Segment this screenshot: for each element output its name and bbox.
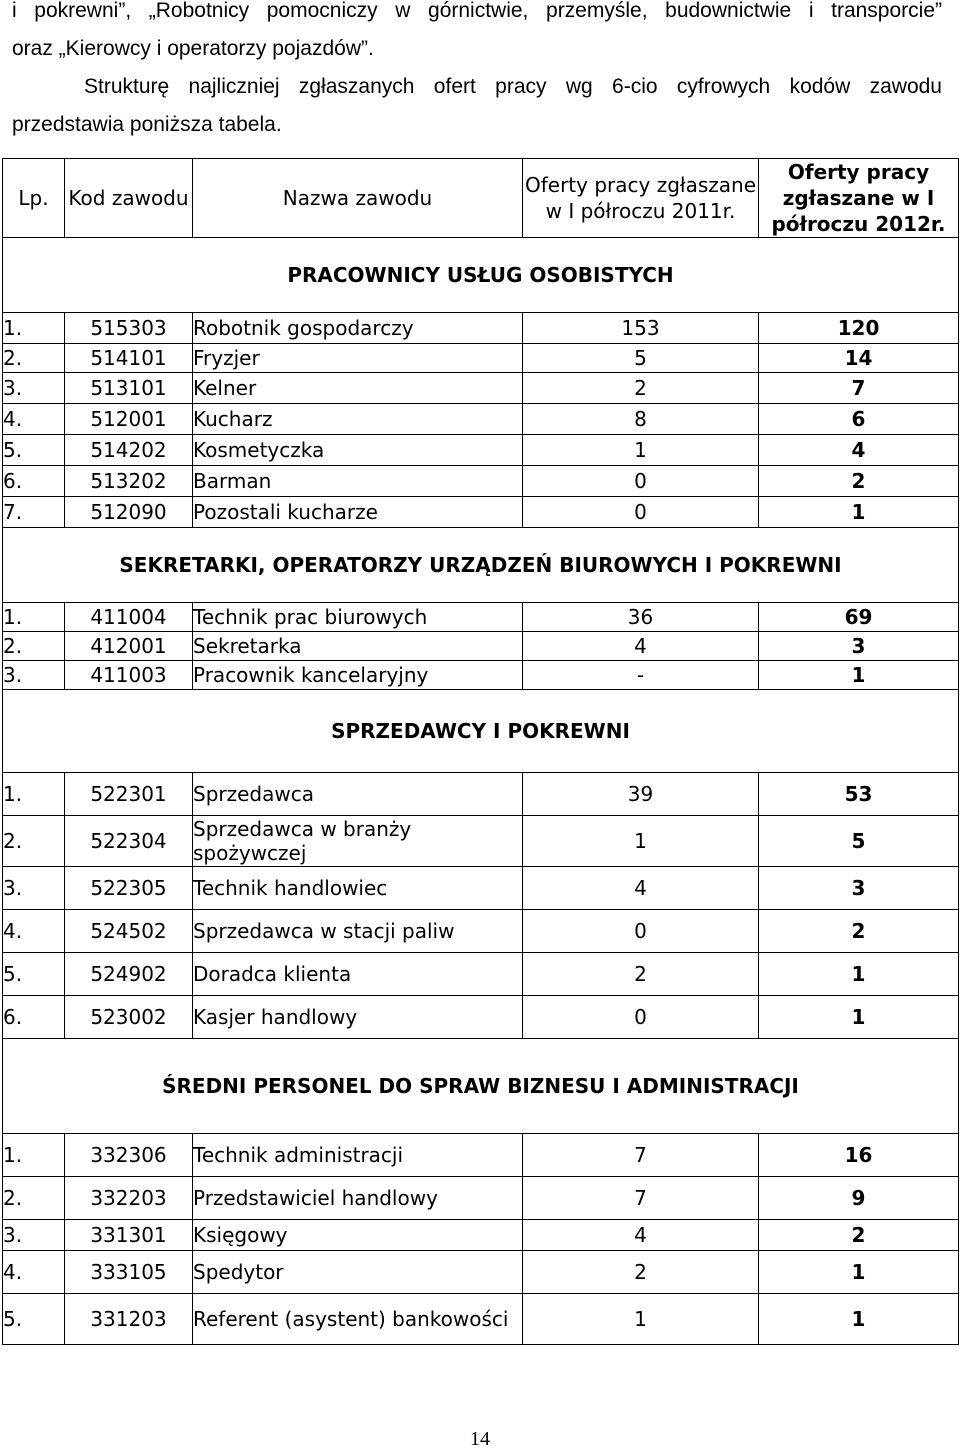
offers-table	[2, 158, 959, 1345]
section-title-row	[3, 690, 959, 773]
header-lp: Lp.	[3, 159, 65, 238]
cell-2011: 0	[523, 996, 759, 1039]
cell-2011: 1	[523, 1294, 759, 1345]
table-row	[3, 867, 959, 910]
cell-kod: 512001	[65, 404, 193, 435]
cell-lp: 2.	[3, 816, 65, 867]
table-row	[3, 1294, 959, 1345]
cell-2011: 39	[523, 773, 759, 816]
cell-kod: 524902	[65, 953, 193, 996]
cell-nazwa: Barman	[193, 466, 523, 497]
cell-kod: 522301	[65, 773, 193, 816]
cell-nazwa: Księgowy	[193, 1220, 523, 1251]
cell-2012: 16	[759, 1134, 959, 1177]
cell-kod: 515303	[65, 313, 193, 344]
cell-nazwa: Technik handlowiec	[193, 867, 523, 910]
intro-line: oraz „Kierowcy i operatorzy pojazdów”.	[12, 37, 374, 60]
cell-kod: 522305	[65, 867, 193, 910]
cell-lp: 6.	[3, 996, 65, 1039]
cell-kod: 514202	[65, 435, 193, 466]
cell-lp: 3.	[3, 661, 65, 690]
cell-2012: 1	[759, 661, 959, 690]
cell-2011: 8	[523, 404, 759, 435]
cell-lp: 1.	[3, 1134, 65, 1177]
cell-lp: 6.	[3, 466, 65, 497]
section-title: PRACOWNICY USŁUG OSOBISTYCH	[3, 238, 959, 313]
cell-lp: 5.	[3, 435, 65, 466]
cell-kod: 514101	[65, 344, 193, 373]
cell-kod: 513101	[65, 373, 193, 404]
section-title: SEKRETARKI, OPERATORZY URZĄDZEŃ BIUROWYCH I POKREWNI	[3, 528, 959, 603]
cell-kod: 513202	[65, 466, 193, 497]
cell-2011: 5	[523, 344, 759, 373]
cell-nazwa: Sprzedawca w stacji paliw	[193, 910, 523, 953]
table-row	[3, 313, 959, 344]
cell-2012: 3	[759, 867, 959, 910]
page-number: 14	[470, 1428, 490, 1450]
section-title-row	[3, 1039, 959, 1134]
cell-kod: 332306	[65, 1134, 193, 1177]
cell-2011: 2	[523, 373, 759, 404]
cell-2012: 4	[759, 435, 959, 466]
cell-nazwa: Pozostali kucharze	[193, 497, 523, 528]
header-oferty-2012: Oferty pracy zgłaszane w I półroczu 2012r.	[759, 159, 959, 238]
table-row	[3, 1251, 959, 1294]
cell-2011: 1	[523, 435, 759, 466]
section-title-row	[3, 238, 959, 313]
cell-kod: 411004	[65, 603, 193, 632]
cell-nazwa: Sprzedawca	[193, 773, 523, 816]
cell-nazwa: Kelner	[193, 373, 523, 404]
cell-2011: 0	[523, 466, 759, 497]
cell-kod: 522304	[65, 816, 193, 867]
cell-2011: 7	[523, 1134, 759, 1177]
cell-nazwa: Fryzjer	[193, 344, 523, 373]
cell-lp: 3.	[3, 867, 65, 910]
table-row	[3, 632, 959, 661]
table-row	[3, 373, 959, 404]
cell-2012: 120	[759, 313, 959, 344]
cell-kod: 411003	[65, 661, 193, 690]
cell-2012: 3	[759, 632, 959, 661]
cell-nazwa: Sekretarka	[193, 632, 523, 661]
cell-2011: 2	[523, 953, 759, 996]
cell-2012: 5	[759, 816, 959, 867]
table-row	[3, 344, 959, 373]
cell-lp: 1.	[3, 773, 65, 816]
header-row	[3, 159, 959, 238]
table-row	[3, 953, 959, 996]
cell-kod: 333105	[65, 1251, 193, 1294]
table-row	[3, 1177, 959, 1220]
table-row	[3, 816, 959, 867]
table-row	[3, 1134, 959, 1177]
cell-nazwa: Przedstawiciel handlowy	[193, 1177, 523, 1220]
intro-line: przedstawia poniższa tabela.	[12, 113, 282, 136]
cell-2012: 2	[759, 466, 959, 497]
cell-kod: 331203	[65, 1294, 193, 1345]
cell-2012: 1	[759, 953, 959, 996]
cell-2011: -	[523, 661, 759, 690]
intro-line: i pokrewni”, „Robotnicy pomocniczy w górnictwie, przemyśle, budownictwie i transporcie”	[12, 0, 942, 22]
table-row	[3, 910, 959, 953]
cell-2012: 1	[759, 1251, 959, 1294]
cell-kod: 332203	[65, 1177, 193, 1220]
cell-lp: 1.	[3, 313, 65, 344]
cell-lp: 4.	[3, 1251, 65, 1294]
cell-2011: 0	[523, 497, 759, 528]
cell-nazwa: Spedytor	[193, 1251, 523, 1294]
cell-2012: 14	[759, 344, 959, 373]
cell-2012: 9	[759, 1177, 959, 1220]
table-row	[3, 435, 959, 466]
cell-lp: 5.	[3, 1294, 65, 1345]
cell-2012: 1	[759, 497, 959, 528]
cell-2011: 2	[523, 1251, 759, 1294]
cell-nazwa: Technik prac biurowych	[193, 603, 523, 632]
cell-lp: 3.	[3, 373, 65, 404]
cell-nazwa: Kucharz	[193, 404, 523, 435]
cell-kod: 523002	[65, 996, 193, 1039]
cell-nazwa: Pracownik kancelaryjny	[193, 661, 523, 690]
cell-kod: 524502	[65, 910, 193, 953]
cell-2012: 53	[759, 773, 959, 816]
cell-2012: 2	[759, 1220, 959, 1251]
cell-lp: 2.	[3, 632, 65, 661]
cell-2012: 7	[759, 373, 959, 404]
cell-lp: 7.	[3, 497, 65, 528]
table-row	[3, 466, 959, 497]
table-row	[3, 661, 959, 690]
section-title: ŚREDNI PERSONEL DO SPRAW BIZNESU I ADMINISTRACJI	[3, 1039, 959, 1134]
cell-2012: 1	[759, 1294, 959, 1345]
header-oferty-2011: Oferty pracy zgłaszane w I półroczu 2011r.	[523, 159, 759, 238]
cell-lp: 5.	[3, 953, 65, 996]
cell-2011: 4	[523, 1220, 759, 1251]
table-row	[3, 603, 959, 632]
cell-nazwa: Referent (asystent) bankowości	[193, 1294, 523, 1345]
table-row	[3, 996, 959, 1039]
section-title-row	[3, 528, 959, 603]
cell-nazwa: Kosmetyczka	[193, 435, 523, 466]
cell-2011: 36	[523, 603, 759, 632]
cell-2011: 0	[523, 910, 759, 953]
section-title: SPRZEDAWCY I POKREWNI	[3, 690, 959, 773]
cell-2011: 4	[523, 867, 759, 910]
header-kod: Kod zawodu	[65, 159, 193, 238]
cell-2012: 1	[759, 996, 959, 1039]
cell-2011: 1	[523, 816, 759, 867]
cell-nazwa: Doradca klienta	[193, 953, 523, 996]
cell-2012: 2	[759, 910, 959, 953]
cell-nazwa: Robotnik gospodarczy	[193, 313, 523, 344]
intro-text	[12, 0, 942, 144]
cell-2012: 69	[759, 603, 959, 632]
cell-kod: 512090	[65, 497, 193, 528]
cell-2011: 4	[523, 632, 759, 661]
header-nazwa: Nazwa zawodu	[193, 159, 523, 238]
cell-2011: 7	[523, 1177, 759, 1220]
cell-lp: 4.	[3, 910, 65, 953]
table-row	[3, 497, 959, 528]
cell-lp: 4.	[3, 404, 65, 435]
cell-kod: 331301	[65, 1220, 193, 1251]
table-row	[3, 404, 959, 435]
cell-kod: 412001	[65, 632, 193, 661]
cell-nazwa: Kasjer handlowy	[193, 996, 523, 1039]
cell-2012: 6	[759, 404, 959, 435]
cell-lp: 1.	[3, 603, 65, 632]
table-row	[3, 773, 959, 816]
cell-nazwa: Technik administracji	[193, 1134, 523, 1177]
cell-2011: 153	[523, 313, 759, 344]
cell-nazwa: Sprzedawca w branży spożywczej	[193, 816, 523, 867]
cell-lp: 2.	[3, 1177, 65, 1220]
table-row	[3, 1220, 959, 1251]
cell-lp: 3.	[3, 1220, 65, 1251]
intro-line: Strukturę najliczniej zgłaszanych ofert pracy wg 6-cio cyfrowych kodów zawodu	[84, 75, 942, 98]
cell-lp: 2.	[3, 344, 65, 373]
